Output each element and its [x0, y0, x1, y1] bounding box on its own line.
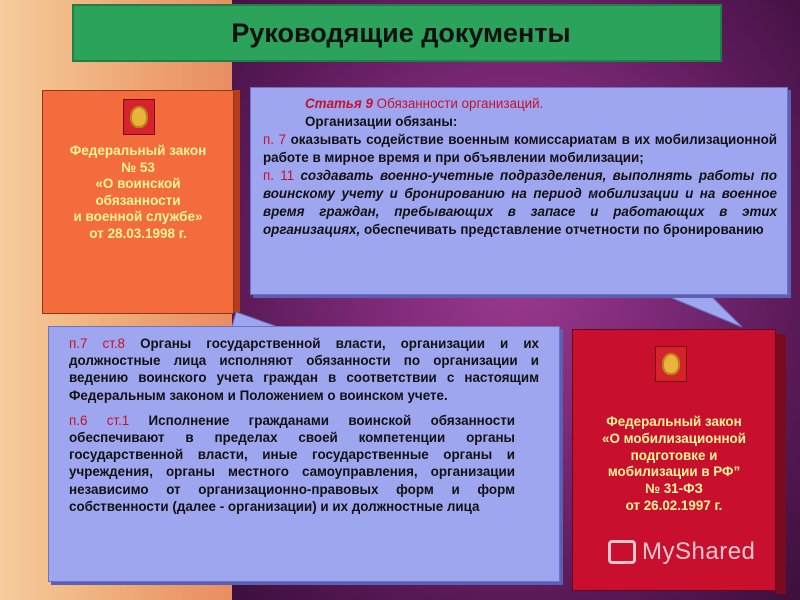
article-heading: Статья 9 Обязанности организаций. — [305, 96, 544, 111]
point-11: п. 11 создавать военно-учетные подразделения, выполнять работы по воинскому учету и бронированию на период мобилизации и на военное время граждан, пребывающих в запасе и работающих в этих организациях, обеспечивать представление отчетности по бронированию — [263, 168, 778, 237]
law-31-line: «О мобилизационной — [602, 430, 746, 446]
top-callout-tail — [660, 293, 742, 327]
article-9-callout — [250, 87, 788, 295]
law-53-line: № 53 — [121, 159, 155, 175]
right-box-side — [776, 334, 786, 594]
article-subheading: Организации обязаны: — [305, 114, 458, 129]
law-31-line: мобилизации в РФ” — [607, 464, 741, 480]
law-53-line: и военной службе» — [73, 209, 203, 224]
point-6-article-1: п.6 ст.1 Исполнение гражданами воинской обязанности обеспечивают в пределах своей компетенции органы государственной власти, иные государственные органы и учреждения, органы местного самоуправления, организации независимо от организационно-правовых форм и форм собственности (далее - организации) и их должностные лица — [69, 412, 515, 514]
emblem-icon — [655, 346, 687, 382]
law-53-line: «О воинской — [95, 176, 181, 191]
article-8-callout — [48, 326, 560, 582]
bottom-callout-tail — [232, 312, 278, 327]
law-31-line: № 31-ФЗ — [645, 481, 703, 497]
page-title: Руководящие документы — [231, 17, 571, 48]
law-53-line: обязанности — [95, 192, 181, 208]
law-31-line: Федеральный закон — [606, 414, 742, 429]
law-31-line: подготовке и — [630, 447, 718, 463]
point-7: п. 7 оказывать содействие военным комиссариатам в их мобилизационной работе в мирное время и при объявлении мобилизации; — [263, 132, 778, 165]
myshared-logo-icon — [608, 540, 636, 564]
point-7-article-8: п.7 ст.8 Органы государственной власти, организации и их должностные лица исполняют обязанности по организации и ведению воинского учета граждан в соответствии с настоящим Федеральным законом и Положением о воинском учете. — [69, 336, 539, 403]
watermark-text: MyShared — [642, 538, 756, 565]
law-31-line: от 26.02.1997 г. — [625, 497, 723, 513]
law-53-line: от 28.03.1998 г. — [89, 225, 187, 241]
law-53-line: Федеральный закон — [69, 143, 207, 158]
